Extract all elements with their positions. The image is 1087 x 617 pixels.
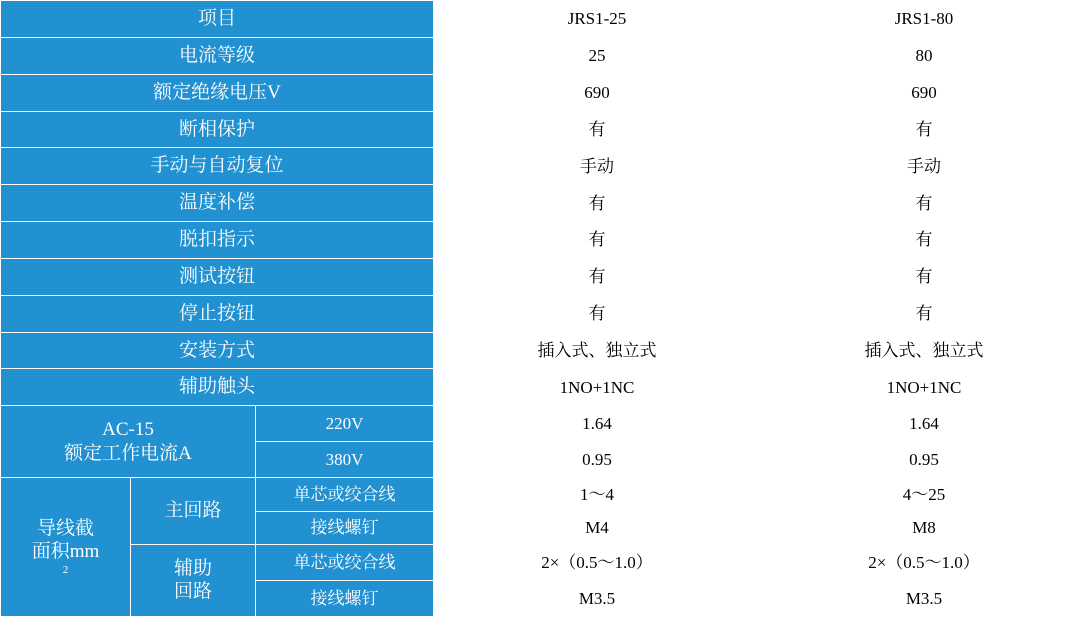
row-value-jrs1-25: 2×（0.5～1.0） — [434, 544, 761, 580]
block-label-main-circuit: 主回路 — [131, 478, 256, 544]
group-label-ac15-line1: AC-15 — [102, 419, 154, 441]
row-label: 测试按钮 — [1, 258, 434, 295]
row-value-jrs1-80: M3.5 — [761, 580, 1087, 616]
row-value-jrs1-80: 手动 — [761, 148, 1087, 185]
row-value-jrs1-25: 有 — [434, 222, 761, 259]
table-row-main-circuit-wire — [1, 478, 1087, 511]
sub-label-380v: 380V — [256, 442, 434, 478]
row-value-jrs1-80: 有 — [761, 222, 1087, 259]
group-label-wire-section — [1, 478, 131, 617]
row-label: 额定绝缘电压V — [1, 74, 434, 111]
superscript-2: 2 — [62, 564, 69, 577]
row-label: 安装方式 — [1, 332, 434, 369]
table-row — [1, 369, 1087, 406]
row-value-jrs1-80: 80 — [761, 37, 1087, 74]
row-value-jrs1-80: M8 — [761, 511, 1087, 544]
table-row-aux-circuit-wire — [1, 544, 1087, 580]
row-value-jrs1-25: M4 — [434, 511, 761, 544]
row-value-jrs1-80: 690 — [761, 74, 1087, 111]
row-value-jrs1-25: 插入式、独立式 — [434, 332, 761, 369]
table-row — [1, 37, 1087, 74]
sub-label-220v: 220V — [256, 406, 434, 442]
row-value-jrs1-80: 有 — [761, 258, 1087, 295]
table-row — [1, 185, 1087, 222]
group-label-wire-line2: 面积mm 2 — [5, 540, 126, 578]
group-label-ac15 — [1, 406, 256, 478]
group-label-ac15-line2: 额定工作电流A — [64, 442, 192, 464]
row-value-jrs1-80: 有 — [761, 295, 1087, 332]
column-header-jrs1-80: JRS1-80 — [761, 1, 1087, 38]
row-value-jrs1-25: 690 — [434, 74, 761, 111]
row-value-jrs1-80: 有 — [761, 185, 1087, 222]
row-label: 温度补偿 — [1, 185, 434, 222]
row-value-jrs1-25: 有 — [434, 258, 761, 295]
block-label-aux-line2: 回路 — [173, 581, 212, 603]
row-value-jrs1-80: 2×（0.5～1.0） — [761, 544, 1087, 580]
row-label: 辅助触头 — [1, 369, 434, 406]
table-row — [1, 148, 1087, 185]
row-value-jrs1-80: 4～25 — [761, 478, 1087, 511]
row-value-jrs1-25: 手动 — [434, 148, 761, 185]
row-value-jrs1-80: 有 — [761, 111, 1087, 148]
sub-label-single-or-stranded: 单芯或绞合线 — [256, 544, 434, 580]
row-value-jrs1-25: M3.5 — [434, 580, 761, 616]
block-label-aux-line1: 辅助 — [173, 557, 212, 579]
row-label: 脱扣指示 — [1, 222, 434, 259]
row-value-jrs1-80: 0.95 — [761, 442, 1087, 478]
table-row-ac15-220v — [1, 406, 1087, 442]
sub-label-single-or-stranded: 单芯或绞合线 — [256, 478, 434, 511]
row-value-jrs1-25: 1NO+1NC — [434, 369, 761, 406]
table-row — [1, 111, 1087, 148]
group-label-wire-line1: 导线截 — [36, 517, 94, 539]
block-label-aux-circuit — [131, 544, 256, 616]
table-row — [1, 74, 1087, 111]
row-value-jrs1-25: 有 — [434, 185, 761, 222]
sub-label-terminal-screw: 接线螺钉 — [256, 511, 434, 544]
row-value-jrs1-25: 0.95 — [434, 442, 761, 478]
row-label: 断相保护 — [1, 111, 434, 148]
row-value-jrs1-80: 插入式、独立式 — [761, 332, 1087, 369]
sub-label-terminal-screw: 接线螺钉 — [256, 580, 434, 616]
row-value-jrs1-25: 1.64 — [434, 406, 761, 442]
row-value-jrs1-25: 有 — [434, 111, 761, 148]
row-label: 电流等级 — [1, 37, 434, 74]
column-header-item: 项目 — [1, 1, 434, 38]
table-row — [1, 295, 1087, 332]
row-label: 手动与自动复位 — [1, 148, 434, 185]
table-row-header — [1, 1, 1087, 38]
row-value-jrs1-80: 1.64 — [761, 406, 1087, 442]
table-row — [1, 332, 1087, 369]
table-row — [1, 258, 1087, 295]
row-value-jrs1-25: 25 — [434, 37, 761, 74]
column-header-jrs1-25: JRS1-25 — [434, 1, 761, 38]
row-value-jrs1-25: 1～4 — [434, 478, 761, 511]
row-value-jrs1-80: 1NO+1NC — [761, 369, 1087, 406]
row-label: 停止按钮 — [1, 295, 434, 332]
table-row — [1, 222, 1087, 259]
row-value-jrs1-25: 有 — [434, 295, 761, 332]
